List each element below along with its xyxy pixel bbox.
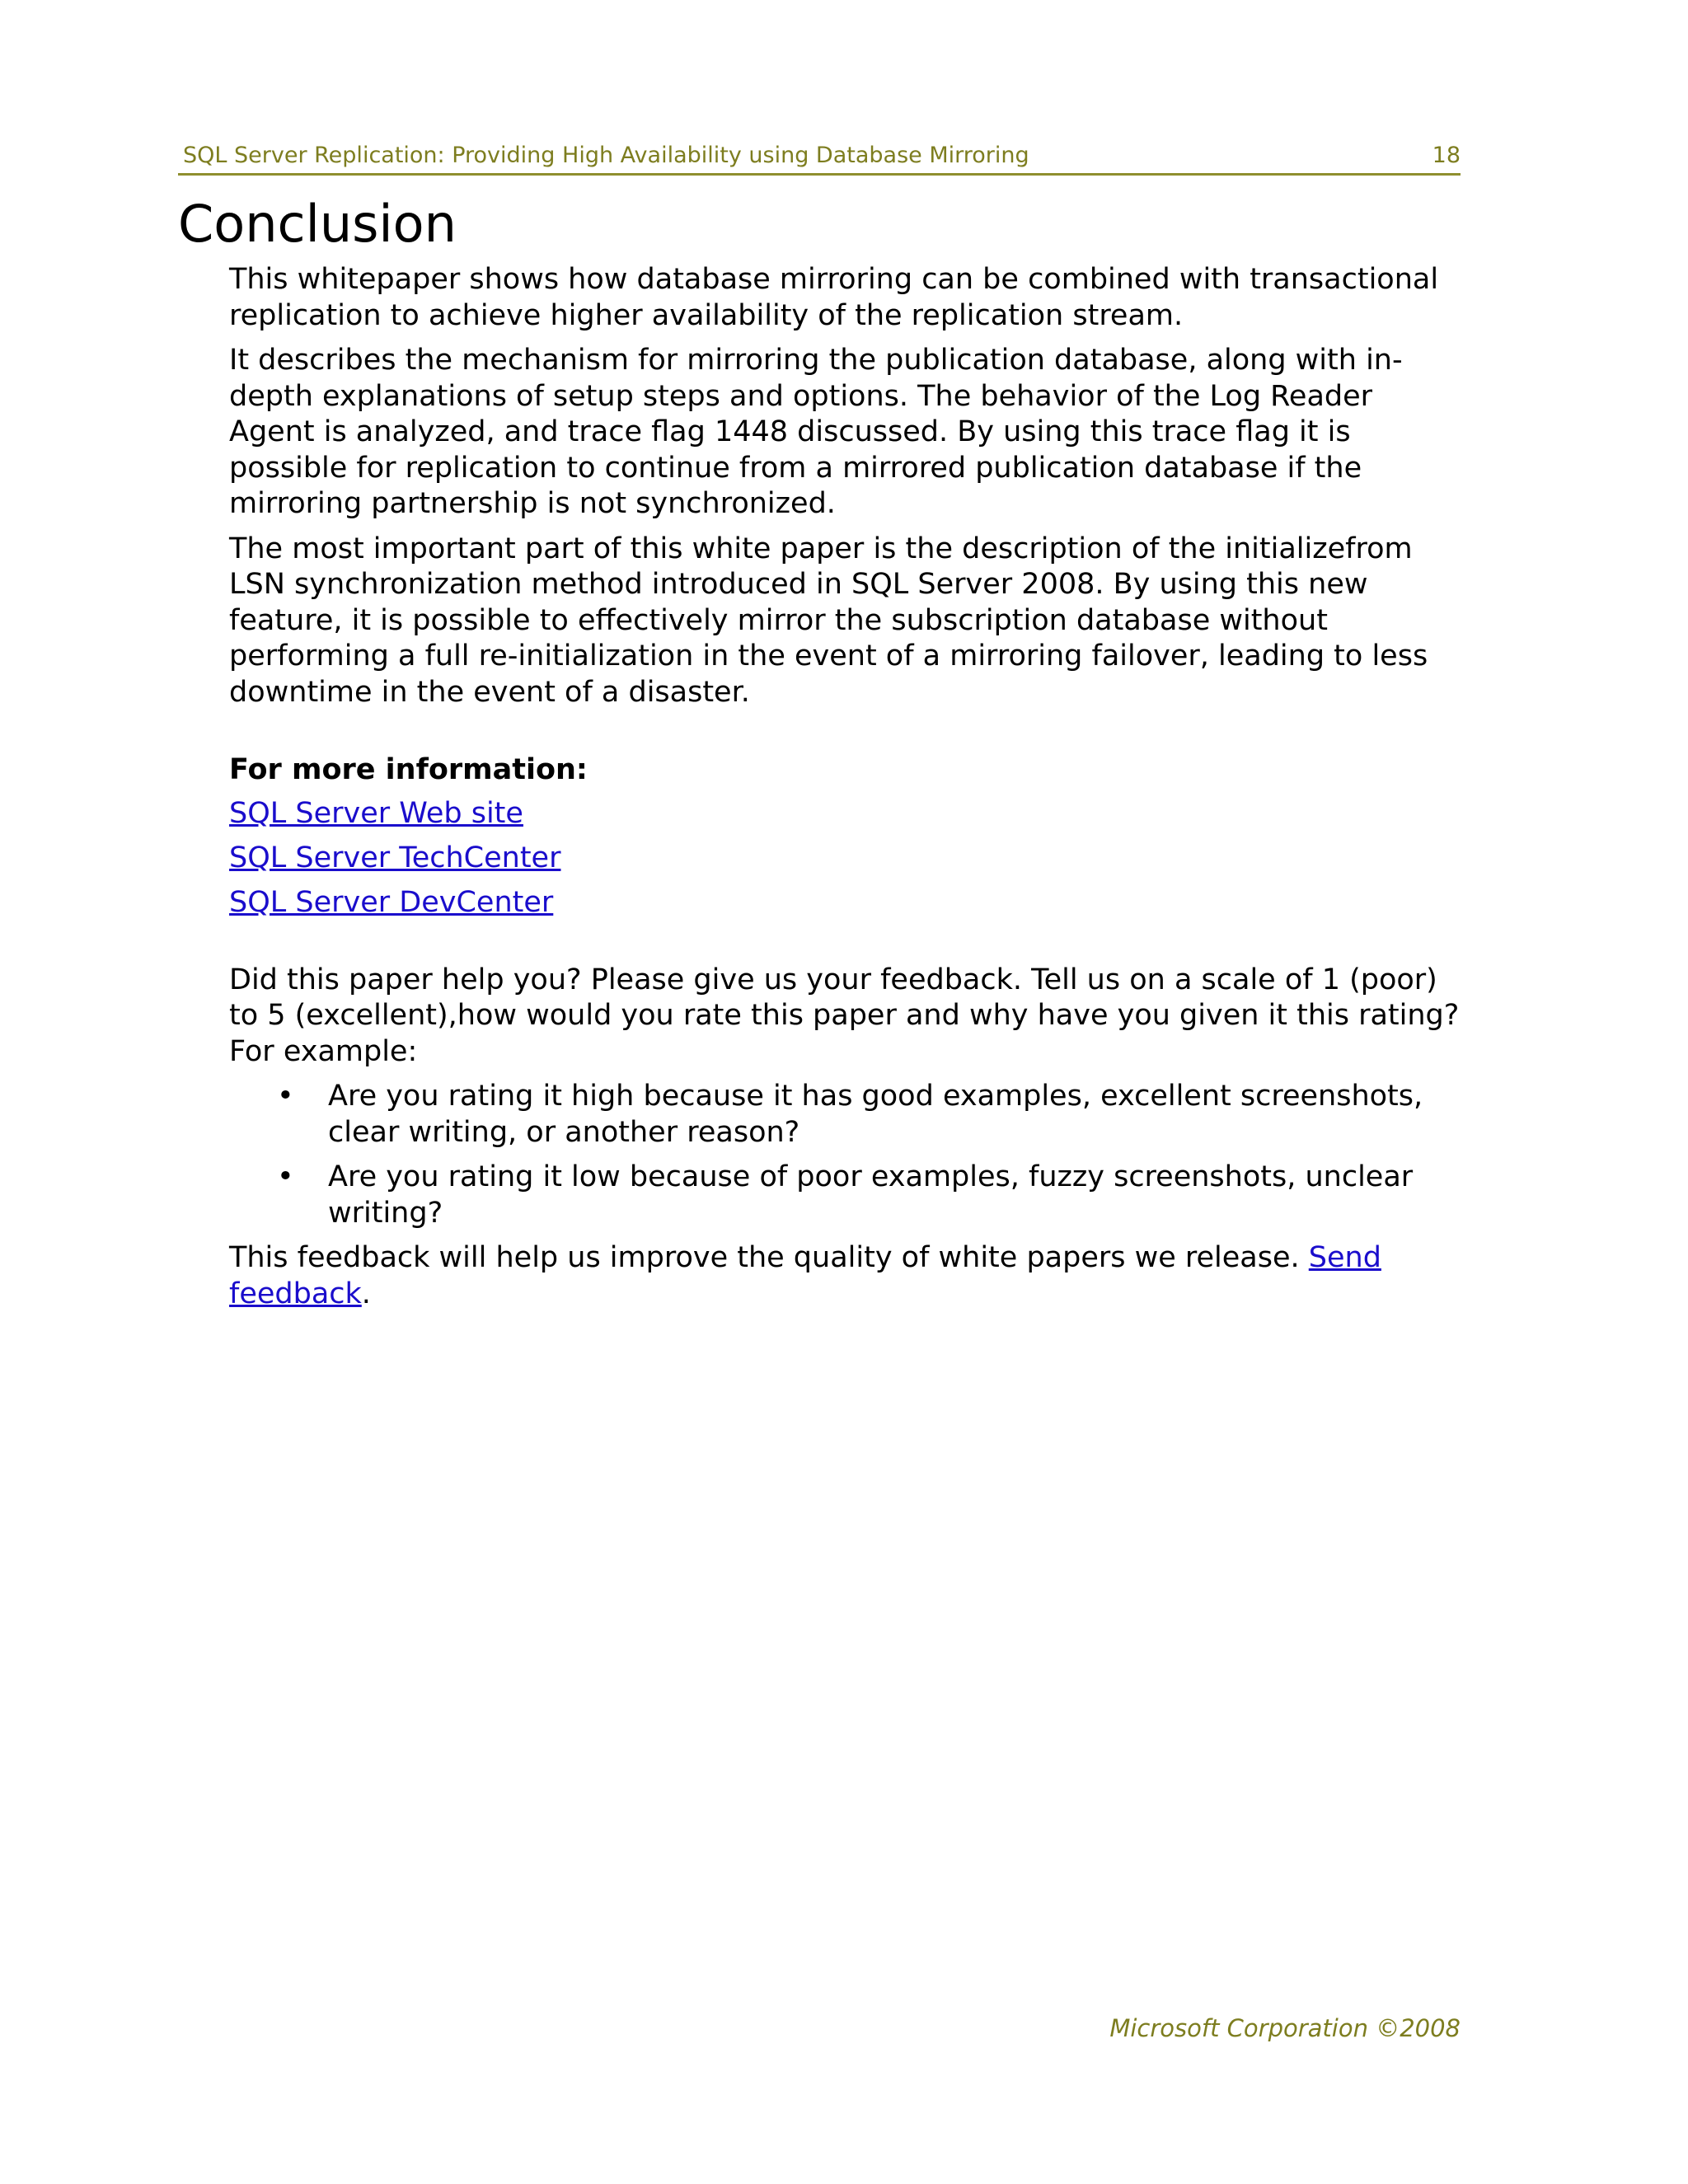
link-line xyxy=(229,885,1465,921)
feedback-closing xyxy=(229,1240,1465,1312)
section-heading: Conclusion xyxy=(178,194,457,254)
bullet-item xyxy=(229,1160,1465,1231)
more-info-heading: For more information: xyxy=(229,753,588,786)
sql-server-devcenter-link[interactable]: SQL Server DevCenter xyxy=(229,885,554,919)
page-footer: Microsoft Corporation ©2008 xyxy=(1109,2014,1461,2042)
feedback-closing-text: This feedback will help us improve the quality of white papers we release. xyxy=(229,1241,1309,1274)
section-body xyxy=(229,262,1465,1321)
send-feedback-link[interactable]: Send feedback xyxy=(229,1241,1381,1310)
paragraph: It describes the mechanism for mirroring the publication database, along with in-depth explanations of setup steps and options. The behavior of the Log Reader Agent is analyzed, and trace flag 1448 discussed. By using this trace flag it is possible for replication to continue from a mirrored publication database if the mirroring partnership is not synchronized. xyxy=(229,344,1403,520)
feedback-intro: Did this paper help you? Please give us your feedback. Tell us on a scale of 1 (poor) to 5 (excellent),how would you rate this paper and why have you given it this rating? For example: xyxy=(229,963,1460,1068)
paragraph: The most important part of this white paper is the description of the initializefrom LSN synchronization method introduced in SQL Server 2008. By using this new feature, it is possible to effectively mirror the subscription database without performing a full re-initialization in the event of a mirroring failover, leading to less downtime in the event of a disaster. xyxy=(229,532,1428,709)
sql-server-web-site-link[interactable]: SQL Server Web site xyxy=(229,796,523,830)
link-line xyxy=(229,796,1465,832)
spacer xyxy=(229,719,1465,752)
link-line xyxy=(229,841,1465,877)
running-header xyxy=(178,138,1461,176)
bullet-item xyxy=(229,1079,1465,1151)
feedback-bullet-list xyxy=(229,1079,1465,1231)
bullet-text: Are you rating it high because it has good examples, excellent screenshots, clear writing, or another reason? xyxy=(328,1080,1423,1149)
bullet-icon: • xyxy=(277,1080,294,1113)
feedback-closing-period: . xyxy=(361,1277,371,1310)
header-title: SQL Server Replication: Providing High Availability using Database Mirroring xyxy=(183,143,1029,168)
page-number: 18 xyxy=(1432,143,1461,168)
sql-server-techcenter-link[interactable]: SQL Server TechCenter xyxy=(229,841,561,874)
bullet-text: Are you rating it low because of poor examples, fuzzy screenshots, unclear writing? xyxy=(328,1160,1414,1230)
paragraph: This whitepaper shows how database mirroring can be combined with transactional replication to achieve higher availability of the replication stream. xyxy=(229,263,1439,332)
spacer xyxy=(229,930,1465,963)
bullet-icon: • xyxy=(277,1160,294,1193)
